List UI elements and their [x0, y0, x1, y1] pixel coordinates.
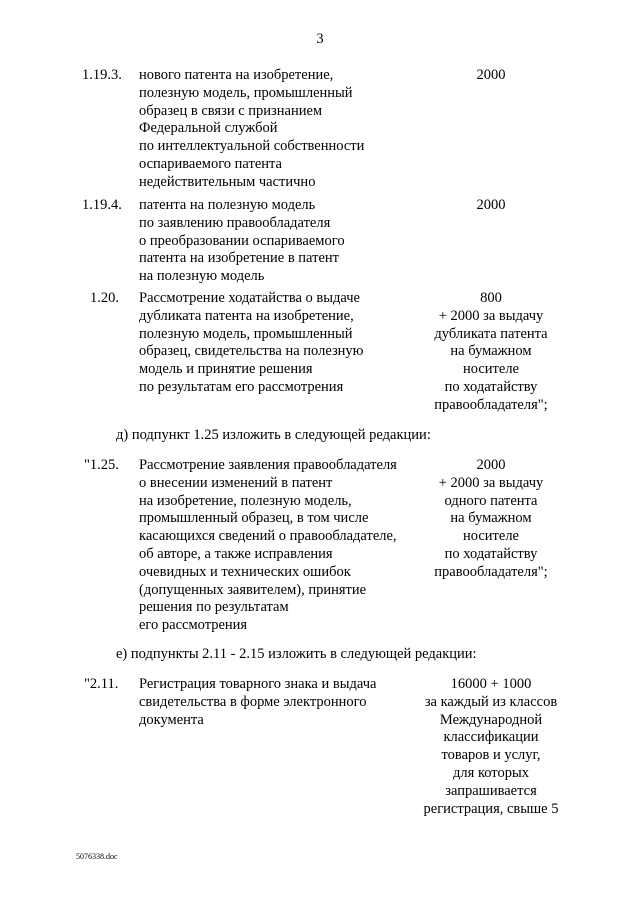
item-number: "2.11. — [84, 676, 119, 692]
item-description: нового патента на изобретение, полезную модель, промышленный образец в связи с признанием Федеральной службой по интеллектуальной собственности оспариваемого патента недействительным частично — [139, 67, 365, 190]
item-fee: 2000 — [476, 197, 506, 213]
item-description: Рассмотрение заявления правообладателя о внесении изменений в патент на изобретение, полезную модель, промышленный образец, в том числе касающихся сведений о правообладателе, об авторе, а также исправления очевидных и технических ошибок (допущенных заявителем), принятие решения по результатам его рассмотрения — [139, 457, 397, 634]
item-description: Регистрация товарного знака и выдача свидетельства в форме электронного документа — [139, 676, 377, 728]
file-name-footer: 5076338.doc — [76, 852, 118, 861]
item-number: 1.19.4. — [82, 197, 122, 213]
page-number: 3 — [316, 31, 324, 47]
instruction-d: д) подпункт 1.25 изложить в следующей редакции: — [116, 427, 431, 443]
item-fee: 800 + 2000 за выдачу дубликата патента на бумажном носителе по ходатайству правообладателя"; — [434, 290, 548, 413]
instruction-e: е) подпункты 2.11 - 2.15 изложить в следующей редакции: — [116, 646, 477, 662]
item-description: Рассмотрение ходатайства о выдаче дубликата патента на изобретение, полезную модель, промышленный образец, свидетельства на полезную модель и принятие решения по результатам его рассмотрения — [139, 290, 364, 395]
item-fee: 2000 — [476, 67, 506, 83]
item-description: патента на полезную модель по заявлению правообладателя о преобразовании оспариваемого патента на изобретение в патент на полезную модель — [139, 197, 345, 285]
item-number: 1.20. — [90, 290, 119, 306]
item-number: 1.19.3. — [82, 67, 122, 83]
item-number: "1.25. — [84, 457, 119, 473]
item-fee: 16000 + 1000 за каждый из классов Международной классификации товаров и услуг, для которых запрашивается регистрация, свыше 5 — [423, 676, 559, 817]
item-fee: 2000 + 2000 за выдачу одного патента на бумажном носителе по ходатайству правообладателя"; — [434, 457, 548, 580]
